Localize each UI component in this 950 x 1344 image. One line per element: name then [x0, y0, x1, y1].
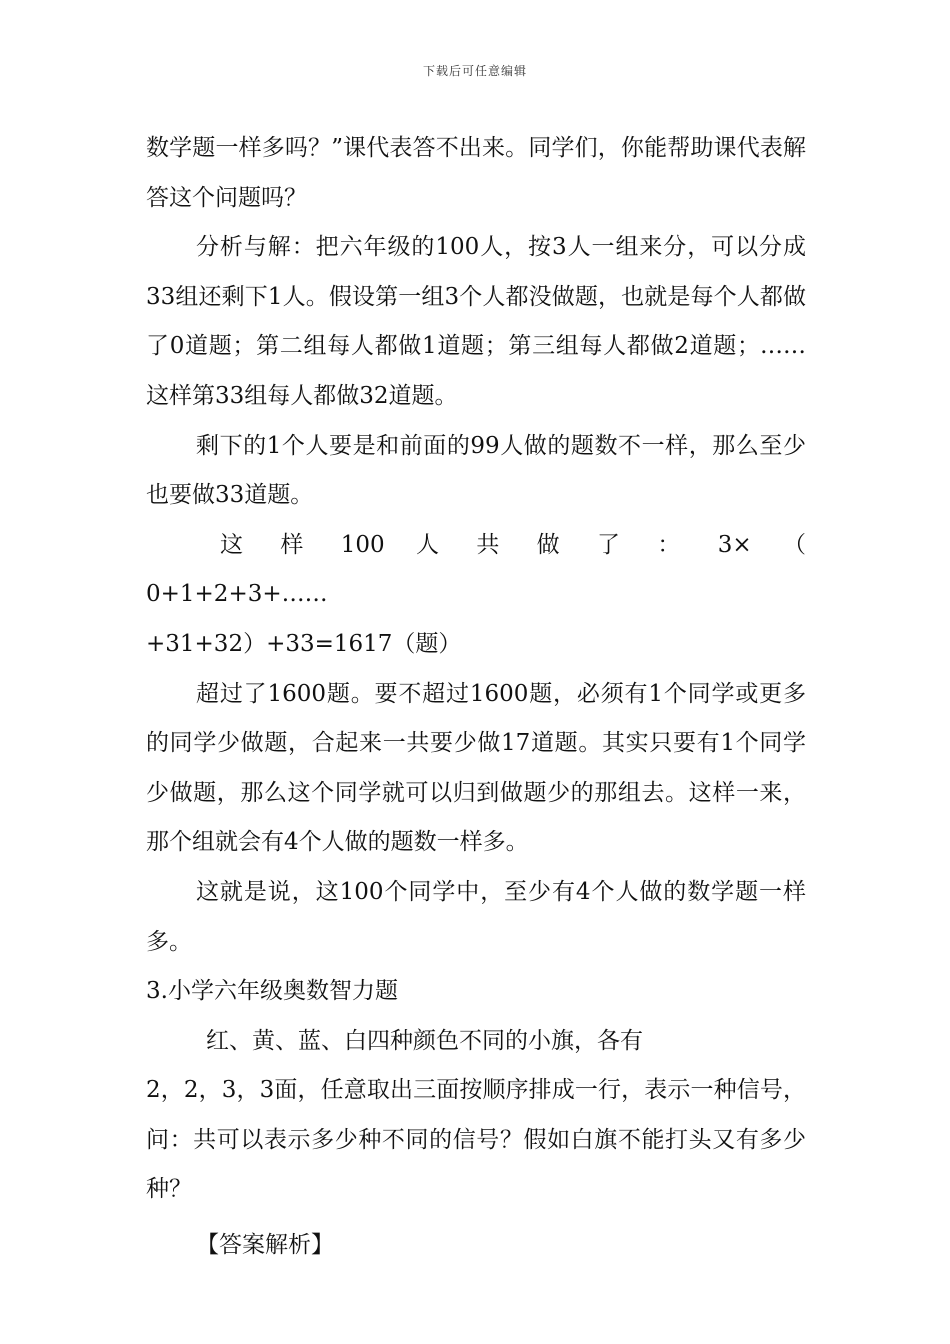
paragraph-remaining-person: 剩下的1个人要是和前面的99人做的题数不一样，那么至少也要做33道题。	[146, 432, 806, 509]
answer-heading: 【答案解析】	[196, 1232, 334, 1259]
paragraph-conclusion: 这就是说，这100个同学中，至少有4个人做的数学题一样多。	[146, 878, 806, 955]
page-header-note: 下载后可任意编辑	[422, 64, 527, 78]
paragraph-flag-problem-rest: 2，2，3，3面，任意取出三面按顺序排成一行，表示一种信号，问：共可以表示多少种不同的信号？假如白旗不能打头又有多少种？	[146, 1077, 806, 1203]
paragraph-analysis: 分析与解：把六年级的100人，按3人一组来分，可以分成33组还剩下1人。假设第一组3个人都没做题，也就是每个人都做了0道题；第二组每人都做1道题；第三组每人都做2道题；……这样第33组每人都做32道题。	[146, 234, 806, 409]
paragraph-formula-line-1: 这 样 100 人 共 做 了 ： 3× （ 0+1+2+3+……	[146, 531, 806, 608]
document-body	[146, 124, 806, 1271]
section-3-heading: 3.小学六年级奥数智力题	[146, 978, 398, 1005]
paragraph-exceed-1600: 超过了1600题。要不超过1600题，必须有1个同学或更多的同学少做题，合起来一共要少做17道题。其实只要有1个同学少做题，那么这个同学就可以归到做题少的那组去。这样一来，那个组就会有4个人做的题数一样多。	[146, 680, 806, 856]
paragraph-question-continuation: 数学题一样多吗？”课代表答不出来。同学们，你能帮助课代表解答这个问题吗？	[146, 135, 806, 211]
paragraph-flag-problem-line-1: 红、黄、蓝、白四种颜色不同的小旗，各有	[206, 1027, 643, 1054]
paragraph-formula-line-2: +31+32）+33=1617（题）	[146, 630, 462, 657]
